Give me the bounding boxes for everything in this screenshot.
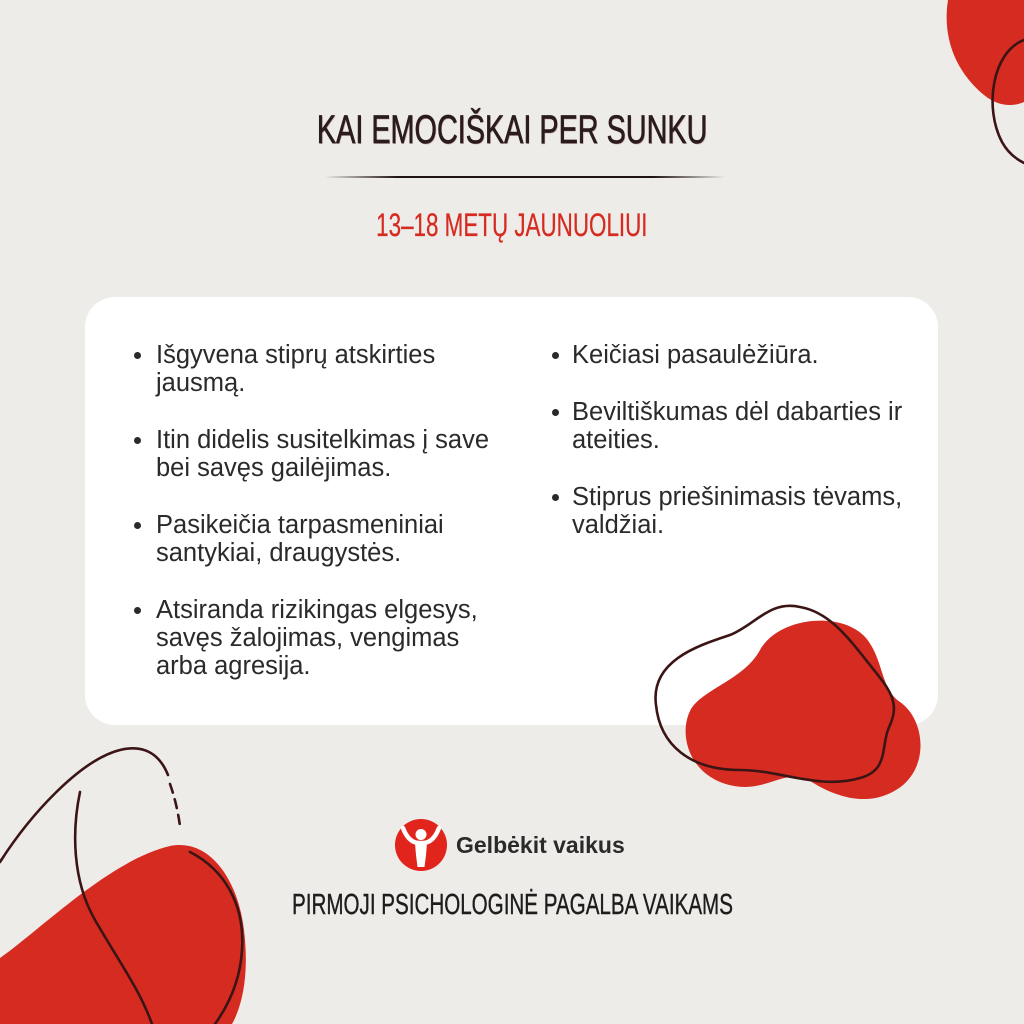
list-item-line: Pasikeičia tarpasmeniniai — [156, 511, 444, 539]
list-item — [130, 341, 489, 397]
list-item — [130, 511, 489, 567]
list-item-line: Beviltiškumas dėl dabarties ir — [572, 398, 903, 426]
subtitle — [0, 200, 1024, 250]
list-item — [548, 341, 902, 369]
list-item-line: Atsiranda rizikingas elgesys, — [156, 596, 478, 624]
symptoms-card — [85, 297, 938, 725]
bottom-left-blob — [0, 845, 246, 1024]
bottom-left-blob-outline — [190, 852, 242, 1024]
symptoms-list-left — [130, 341, 489, 709]
list-item-line: bei savęs gailėjimas. — [156, 454, 392, 482]
list-item — [548, 398, 902, 454]
list-item-line: Stiprus priešinimasis tėvams, — [572, 483, 903, 511]
list-item — [130, 596, 489, 680]
top-right-blob — [947, 0, 1024, 105]
child-arms-raised-icon — [394, 818, 448, 872]
symptoms-list-right — [548, 341, 902, 568]
list-item-line: valdžiai. — [572, 511, 665, 539]
logo — [394, 818, 625, 872]
list-item-line: Keičiasi pasaulėžiūra. — [572, 341, 819, 369]
list-item — [548, 483, 902, 539]
footer-tagline-text: PIRMOJI PSICHOLOGINĖ PAGALBA VAIKAMS — [291, 889, 733, 921]
list-item-line: Itin didelis susitelkimas į save — [156, 426, 490, 454]
list-item-line: arba agresija. — [156, 652, 311, 680]
bottom-left-arc — [0, 748, 168, 862]
title-text: KAI EMOCIŠKAI PER SUNKU — [316, 108, 708, 152]
list-item-line: santykiai, draugystės. — [156, 539, 402, 567]
subtitle-text: 13–18 METŲ JAUNUOLIUI — [376, 207, 648, 243]
bottom-left-dashed-arc — [170, 784, 180, 826]
list-item-line: savęs žalojimas, vengimas — [156, 624, 460, 652]
list-item — [130, 426, 489, 482]
list-item-line: jausmą. — [156, 369, 246, 397]
title-divider — [325, 176, 725, 178]
logo-text: Gelbėkit vaikus — [456, 832, 625, 858]
list-item-line: ateities. — [572, 426, 660, 454]
title — [0, 104, 1024, 156]
list-item-line: Išgyvena stiprų atskirties — [156, 341, 436, 369]
footer-tagline — [0, 880, 1024, 930]
